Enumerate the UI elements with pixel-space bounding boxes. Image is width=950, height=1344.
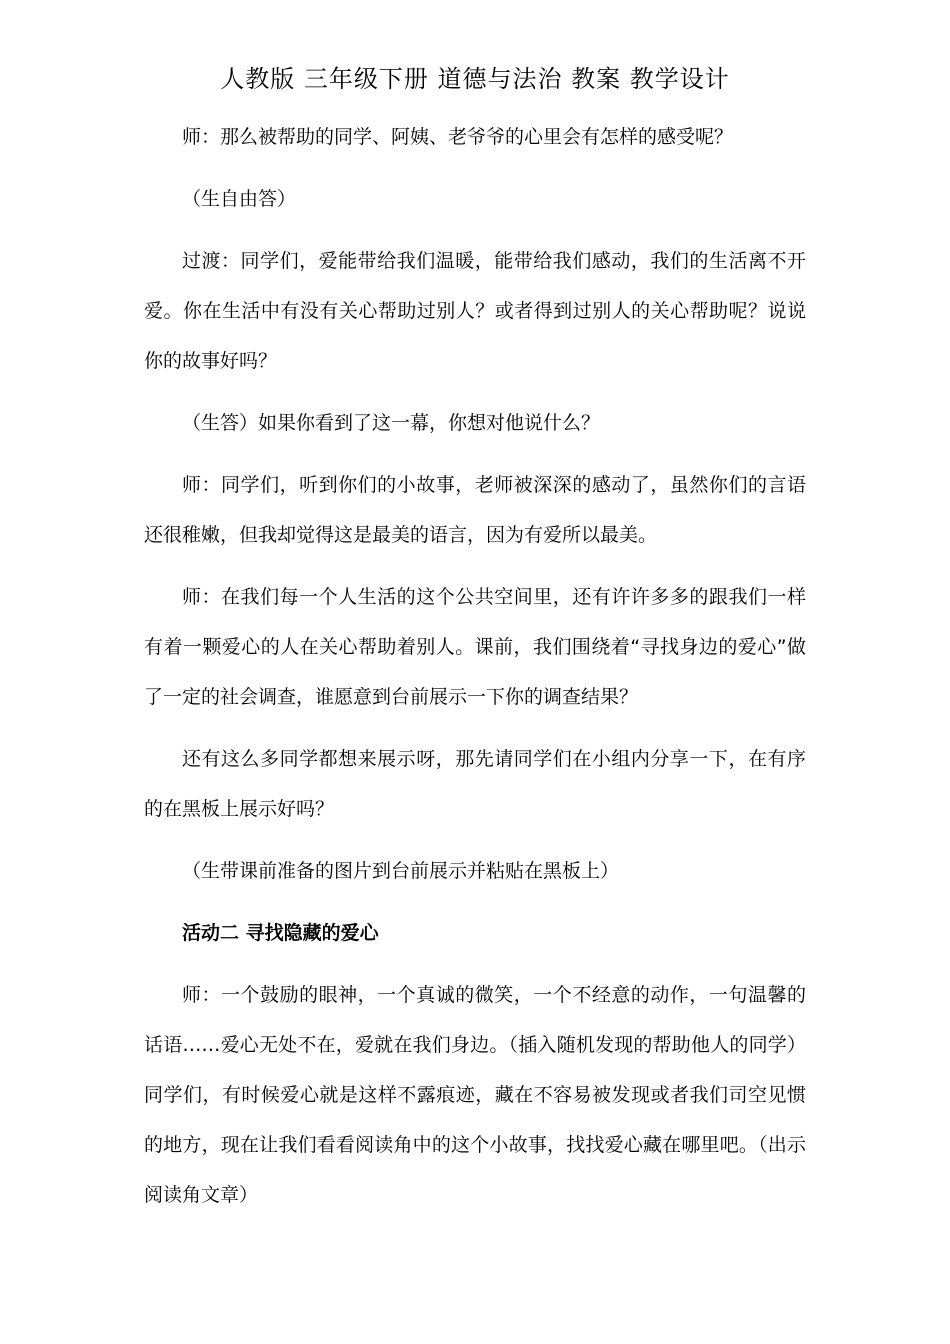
paragraph-student-answer: （生答）如果你看到了这一幕，你想对他说什么？	[182, 412, 601, 434]
paragraph-student-free-answer: （生自由答）	[182, 188, 297, 210]
paragraph-teacher-survey: 师：在我们每一个人生活的这个公共空间里，还有许许多多的跟我们一样有着一颗爱心的人在关心帮助着别人。课前，我们围绕着“寻找身边的爱心”做了一定的社会调查，谁愿意到台前展示一下你的调查结果？	[144, 586, 806, 708]
paragraph-hidden-love: 师：一个鼓励的眼神，一个真诚的微笑，一个不经意的动作，一句温馨的话语……爱心无处不在，爱就在我们身边。（插入随机发现的帮助他人的同学）同学们，有时候爱心就是这样不露痕迹，藏在不容易被发现或者我们司空见惯的地方，现在让我们看看阅读角中的这个小故事，找找爱心藏在哪里吧。（出示阅读角文章）	[144, 984, 806, 1206]
paragraph-transition: 过渡：同学们，爱能带给我们温暖，能带给我们感动，我们的生活离不开爱。你在生活中有没有关心帮助过别人？或者得到过别人的关心帮助呢？说说你的故事好吗？	[144, 250, 806, 372]
paragraph-student-display: （生带课前准备的图片到台前展示并粘贴在黑板上）	[182, 860, 620, 882]
paragraph-teacher-moved: 师：同学们，听到你们的小故事，老师被深深的感动了，虽然你们的言语还很稚嫩，但我却觉得这是最美的语言，因为有爱所以最美。	[144, 474, 806, 546]
paragraph-group-share: 还有这么多同学都想来展示呀，那先请同学们在小组内分享一下，在有序的在黑板上展示好吗？	[144, 748, 806, 820]
activity-two-heading: 活动二 寻找隐藏的爱心	[182, 922, 379, 944]
paragraph-teacher-question: 师：那么被帮助的同学、阿姨、老爷爷的心里会有怎样的感受呢？	[182, 126, 734, 148]
document-header: 人教版 三年级下册 道德与法治 教案 教学设计	[220, 65, 730, 93]
document-body	[144, 112, 806, 1232]
